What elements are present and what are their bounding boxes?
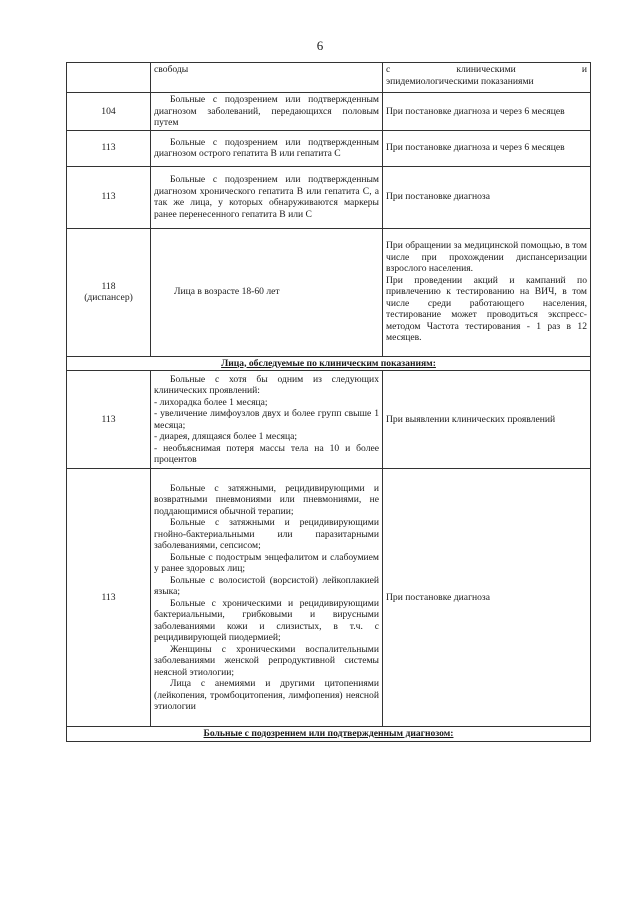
description-cell: Больные с подозрением или подтвержденным диагнозом острого гепатита В или гепатита С <box>151 130 383 166</box>
code-cell: 113 <box>67 130 151 166</box>
code-cell: 118 (диспансер) <box>67 228 151 356</box>
description-cell: Лица в возрасте 18-60 лет <box>151 228 383 356</box>
condition-cell: При постановке диагноза <box>383 469 591 727</box>
table-row <box>67 63 591 93</box>
description-cell: свободы <box>151 63 383 93</box>
page-number: 6 <box>316 38 324 53</box>
table-row <box>67 166 591 228</box>
table-row <box>67 371 591 469</box>
code-cell <box>67 63 151 93</box>
code-cell: 113 <box>67 166 151 228</box>
condition-cell: При постановке диагноза <box>383 166 591 228</box>
condition-cell: При обращении за медицинской помощью, в том числе при прохождении диспансеризации взрослого населения. При проведении акций и кампаний по привлечению к тестированию на ВИЧ, в том числе среди работающего населения, тестирование может проводиться экспресс-методом Частота тестирования - 1 раз в 12 месяцев. <box>383 228 591 356</box>
condition-cell: При выявлении клинических проявлений <box>383 371 591 469</box>
section-header-row <box>67 356 591 371</box>
table-row <box>67 469 591 727</box>
condition-cell: с клиническими и эпидемиологическими показаниями <box>383 63 591 93</box>
section-suspected-heading: Больные с подозрением или подтвержденным диагнозом: <box>67 727 591 742</box>
description-cell: Больные с затяжными, рецидивирующими и возвратными пневмониями или пневмониями, не поддающимися обычной терапии; Больные с затяжными и рецидивирующими гнойно-бактериальными или паразитарными заболеваниями, сепсисом; Больные с подострым энцефалитом и слабоумием у ранее здоровых лиц; Больные с волосистой (ворсистой) лейкоплакией языка; Больные с хроническими и рецидивирующими бактериальными, грибковыми и вирусными заболеваниями кожи и слизистых, в т.ч. с рецидивирующей пиодермией; Женщины с хроническими воспалительными заболеваниями женской репродуктивной системы неясной этиологии; Лица с анемиями и другими цитопениями (лейкопения, тромбоцитопения, лимфопения) неясной этиологии <box>151 469 383 727</box>
section-header-row <box>67 727 591 742</box>
table-row <box>67 130 591 166</box>
condition-cell: При постановке диагноза и через 6 месяцев <box>383 130 591 166</box>
code-cell: 104 <box>67 93 151 131</box>
table-row <box>67 228 591 356</box>
condition-cell: При постановке диагноза и через 6 месяцев <box>383 93 591 131</box>
table-row <box>67 93 591 131</box>
code-cell: 113 <box>67 469 151 727</box>
screening-table <box>66 62 591 742</box>
code-cell: 113 <box>67 371 151 469</box>
description-cell: Больные с подозрением или подтвержденным диагнозом хронического гепатита В или гепатита С, а так же лица, у которых обнаруживаются маркеры ранее перенесенного гепатита В или С <box>151 166 383 228</box>
description-cell: Больные с подозрением или подтвержденным диагнозом заболеваний, передающихся половым путем <box>151 93 383 131</box>
description-cell: Больные с хотя бы одним из следующих клинических проявлений: - лихорадка более 1 месяца; - увеличение лимфоузлов двух и более групп свыше 1 месяца; - диарея, длящаяся более 1 месяца; - необъяснимая потеря массы тела на 10 и более процентов <box>151 371 383 469</box>
section-clinical-heading: Лица, обследуемые по клиническим показаниям: <box>67 356 591 371</box>
